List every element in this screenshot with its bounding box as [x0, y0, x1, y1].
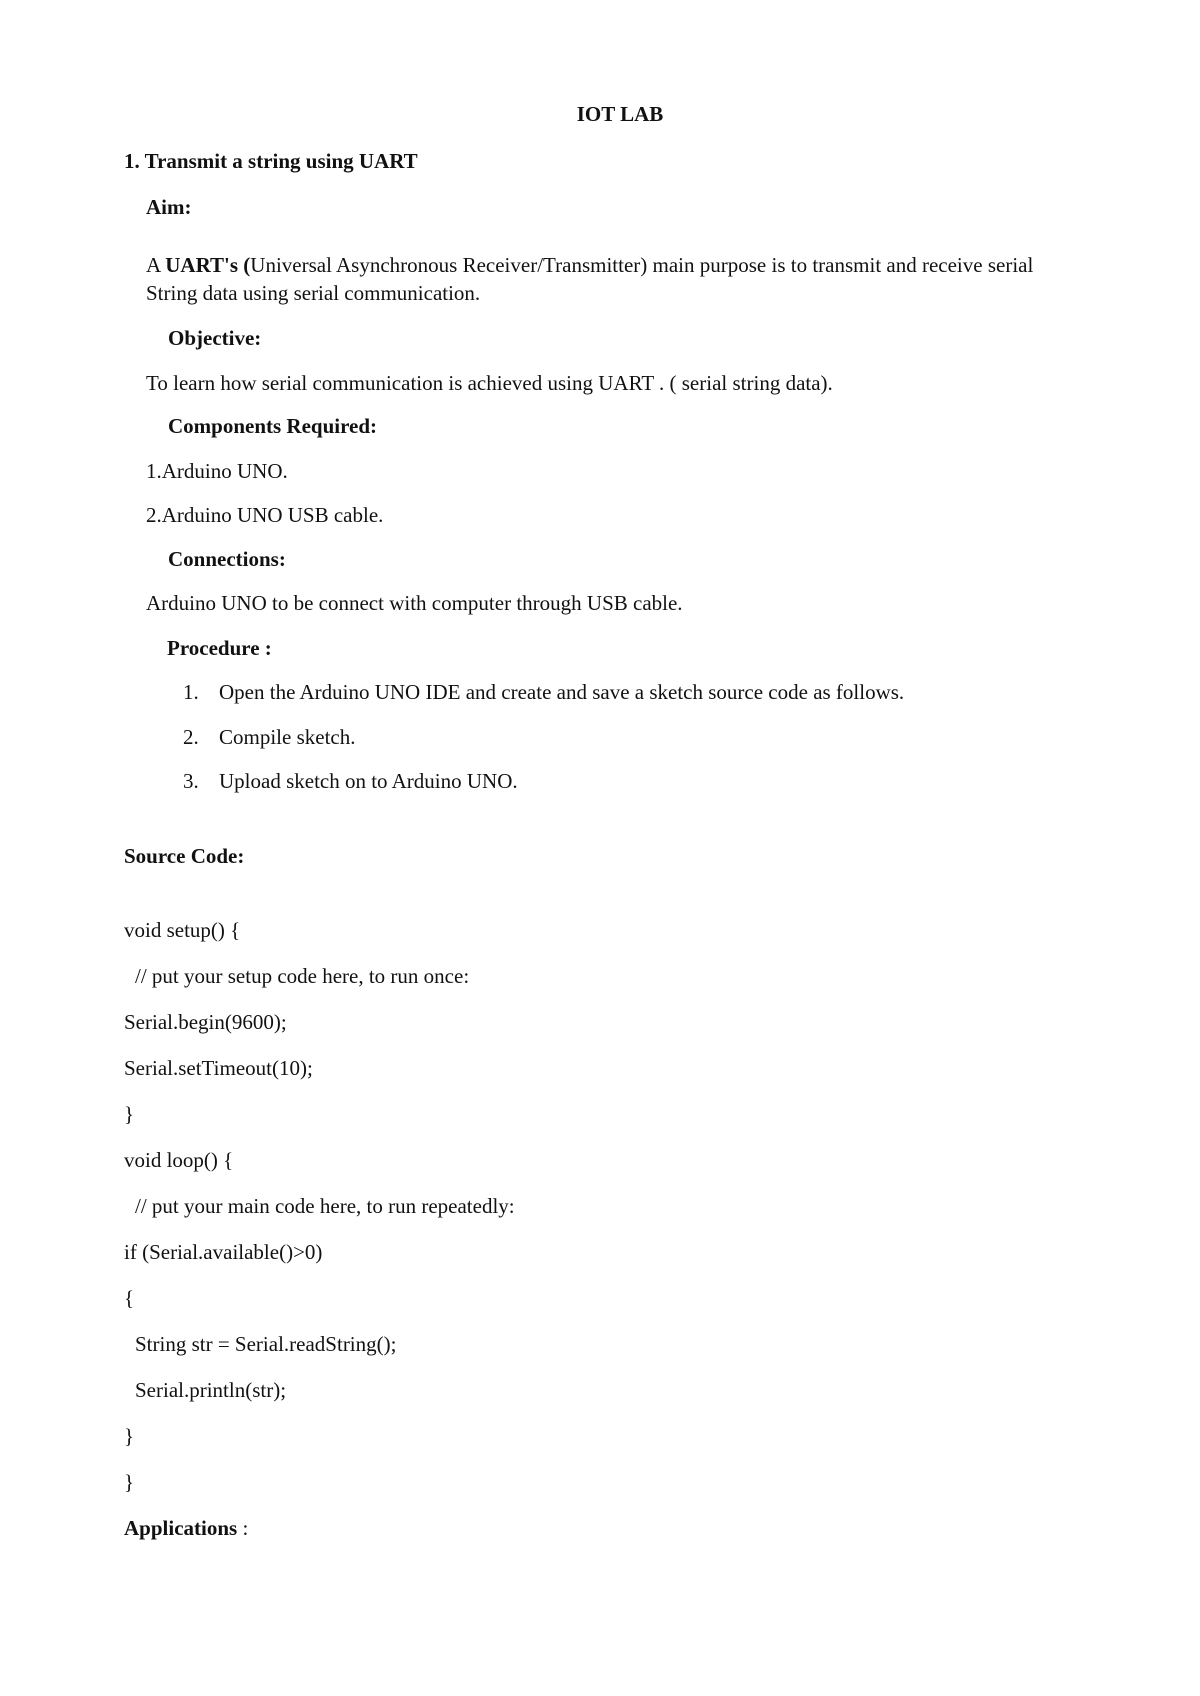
- applications-suffix: :: [237, 1516, 249, 1540]
- component-item-number: 2.: [146, 503, 162, 527]
- component-item-text: Arduino UNO USB cable.: [161, 503, 384, 527]
- code-line: void setup() {: [124, 918, 241, 942]
- code-line: Serial.println(str);: [135, 1378, 287, 1402]
- procedure-item-number: 3.: [183, 769, 199, 793]
- objective-label: Objective:: [168, 326, 262, 350]
- connections-label: Connections:: [168, 547, 286, 571]
- component-item: [146, 505, 383, 526]
- procedure-item: [183, 682, 199, 703]
- aim-text: [146, 251, 1076, 307]
- code-line: // put your setup code here, to run once:: [135, 964, 470, 988]
- objective-text: To learn how serial communication is achieved using UART . ( serial string data).: [146, 371, 833, 395]
- code-line: void loop() {: [124, 1148, 234, 1172]
- page-title: IOT LAB: [576, 102, 664, 126]
- components-label: Components Required:: [168, 414, 378, 438]
- aim-text-bold: UART's (: [165, 253, 251, 277]
- procedure-label: Procedure :: [167, 636, 272, 660]
- component-item: [146, 461, 288, 482]
- code-line: }: [124, 1424, 135, 1448]
- code-line: String str = Serial.readString();: [135, 1332, 397, 1356]
- procedure-item-text: Compile sketch.: [219, 725, 356, 749]
- procedure-item-text: Upload sketch on to Arduino UNO.: [219, 769, 518, 793]
- applications-label: Applications: [124, 1516, 238, 1540]
- procedure-item-text: Open the Arduino UNO IDE and create and save a sketch source code as follows.: [219, 680, 905, 704]
- code-line: }: [124, 1470, 135, 1494]
- source-code-label: Source Code:: [124, 844, 245, 868]
- code-line: }: [124, 1102, 135, 1126]
- code-line: if (Serial.available()>0): [124, 1240, 323, 1264]
- procedure-item: [183, 727, 199, 748]
- procedure-item-number: 2.: [183, 725, 199, 749]
- applications-heading: [124, 1518, 248, 1539]
- code-line: // put your main code here, to run repeatedly:: [135, 1194, 515, 1218]
- aim-label: Aim:: [146, 195, 192, 219]
- section-heading: 1. Transmit a string using UART: [124, 149, 418, 173]
- connections-text: Arduino UNO to be connect with computer through USB cable.: [146, 591, 683, 615]
- procedure-item: [183, 771, 199, 792]
- code-line: Serial.begin(9600);: [124, 1010, 287, 1034]
- component-item-number: 1.: [146, 459, 162, 483]
- aim-text-prefix: A: [146, 253, 166, 277]
- procedure-item-number: 1.: [183, 680, 199, 704]
- code-line: {: [124, 1286, 135, 1310]
- code-line: Serial.setTimeout(10);: [124, 1056, 313, 1080]
- aim-text-rest: Universal Asynchronous Receiver/Transmitter) main purpose is to transmit and receive serial String data using serial communication.: [146, 253, 1034, 305]
- component-item-text: Arduino UNO.: [161, 459, 288, 483]
